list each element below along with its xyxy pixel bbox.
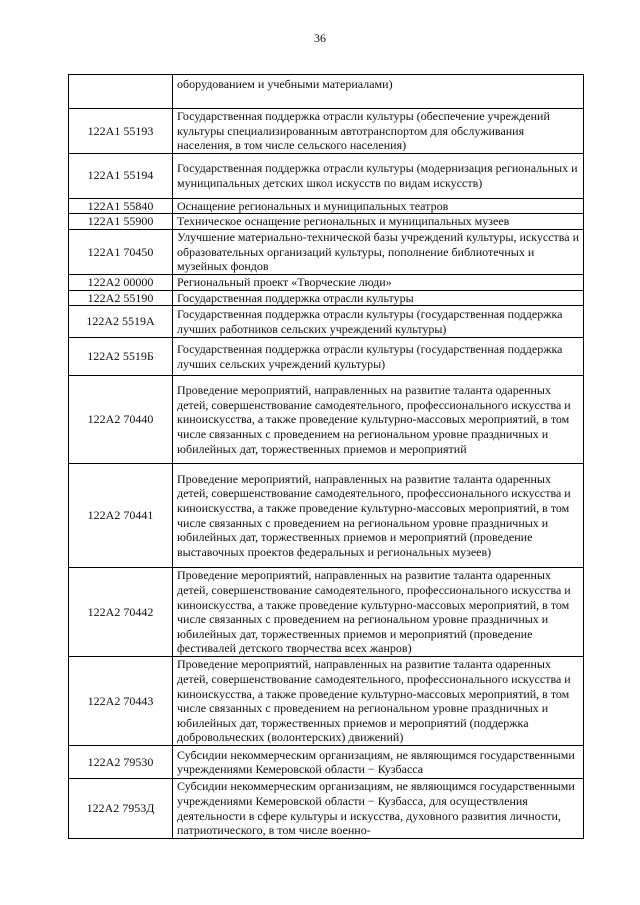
code-cell: 122А2 5519Б xyxy=(69,338,173,376)
table-row xyxy=(69,306,584,338)
code-cell: 122А1 55193 xyxy=(69,109,173,154)
code-cell: 122А1 55194 xyxy=(69,153,173,198)
code-cell: 122А2 55190 xyxy=(69,290,173,306)
description-cell: Субсидии некоммерческим организациям, не являющимся государственными учреждениями Кемеровской области − Кузбасса, для осуществления деятельности в сфере культуры и искусства, духовного развития личности, патриотического, в том числе военно- xyxy=(173,779,584,839)
code-cell: 122А2 70442 xyxy=(69,568,173,657)
code-cell: 122А1 55840 xyxy=(69,198,173,214)
table-row xyxy=(69,229,584,274)
table-row xyxy=(69,657,584,746)
table-row xyxy=(69,153,584,198)
code-cell xyxy=(69,75,173,109)
description-cell: Государственная поддержка отрасли культуры (обеспечение учреждений культуры специализированным автотранспортом для обслуживания населения, в том числе сельского населения) xyxy=(173,109,584,154)
page-number: 36 xyxy=(314,31,326,45)
table-row xyxy=(69,214,584,230)
description-cell: Техническое оснащение региональных и муниципальных музеев xyxy=(173,214,584,230)
description-cell: Государственная поддержка отрасли культуры (модернизация региональных и муниципальных детских школ искусств по видам искусств) xyxy=(173,153,584,198)
description-cell: Проведение мероприятий, направленных на развитие таланта одаренных детей, совершенствование самодеятельного, профессионального искусства и киноискусства, а также проведение культурно-массовых мероприятий, в том числе связанных с проведением на региональном уровне праздничных и юбилейных дат, торжественных приемов и мероприятий (проведение фестивалей детского творчества всех жанров) xyxy=(173,568,584,657)
code-cell: 122А2 70441 xyxy=(69,464,173,568)
table-row xyxy=(69,290,584,306)
budget-classification-table xyxy=(68,74,584,839)
code-cell: 122А2 00000 xyxy=(69,274,173,290)
description-cell: Государственная поддержка отрасли культуры xyxy=(173,290,584,306)
table-row xyxy=(69,746,584,779)
table-row xyxy=(69,464,584,568)
description-cell: Региональный проект «Творческие люди» xyxy=(173,274,584,290)
table-row xyxy=(69,338,584,376)
code-cell: 122А2 5519А xyxy=(69,306,173,338)
description-cell: Оснащение региональных и муниципальных театров xyxy=(173,198,584,214)
code-cell: 122А2 70443 xyxy=(69,657,173,746)
table-row xyxy=(69,376,584,464)
description-cell: Проведение мероприятий, направленных на развитие таланта одаренных детей, совершенствование самодеятельного, профессионального искусства и киноискусства, а также проведение культурно-массовых мероприятий, в том числе связанных с проведением на региональном уровне праздничных и юбилейных дат, торжественных приемов и мероприятий (поддержка добровольческих (волонтерских) движений) xyxy=(173,657,584,746)
code-cell: 122А2 79530 xyxy=(69,746,173,779)
table-row xyxy=(69,75,584,109)
description-cell: Государственная поддержка отрасли культуры (государственная поддержка лучших сельских учреждений культуры) xyxy=(173,338,584,376)
table-row xyxy=(69,568,584,657)
description-cell: Улучшение материально-технической базы учреждений культуры, искусства и образовательных организаций культуры, пополнение библиотечных и музейных фондов xyxy=(173,229,584,274)
description-cell: Проведение мероприятий, направленных на развитие таланта одаренных детей, совершенствование самодеятельного, профессионального искусства и киноискусства, а также проведение культурно-массовых мероприятий, в том числе связанных с проведением на региональном уровне праздничных и юбилейных дат, торжественных приемов и мероприятий xyxy=(173,376,584,464)
table-row xyxy=(69,109,584,154)
code-cell: 122А1 70450 xyxy=(69,229,173,274)
code-cell: 122А2 70440 xyxy=(69,376,173,464)
table-row xyxy=(69,779,584,839)
code-cell: 122А1 55900 xyxy=(69,214,173,230)
table-row xyxy=(69,198,584,214)
code-cell: 122А2 7953Д xyxy=(69,779,173,839)
description-cell: оборудованием и учебными материалами) xyxy=(173,75,584,109)
description-cell: Субсидии некоммерческим организациям, не являющимся государственными учреждениями Кемеровской области − Кузбасса xyxy=(173,746,584,779)
description-cell: Проведение мероприятий, направленных на развитие таланта одаренных детей, совершенствование самодеятельного, профессионального искусства и киноискусства, а также проведение культурно-массовых мероприятий, в том числе связанных с проведением на региональном уровне праздничных и юбилейных дат, торжественных приемов и мероприятий (проведение выставочных проектов федеральных и региональных музеев) xyxy=(173,464,584,568)
table-row xyxy=(69,274,584,290)
description-cell: Государственная поддержка отрасли культуры (государственная поддержка лучших работников сельских учреждений культуры) xyxy=(173,306,584,338)
